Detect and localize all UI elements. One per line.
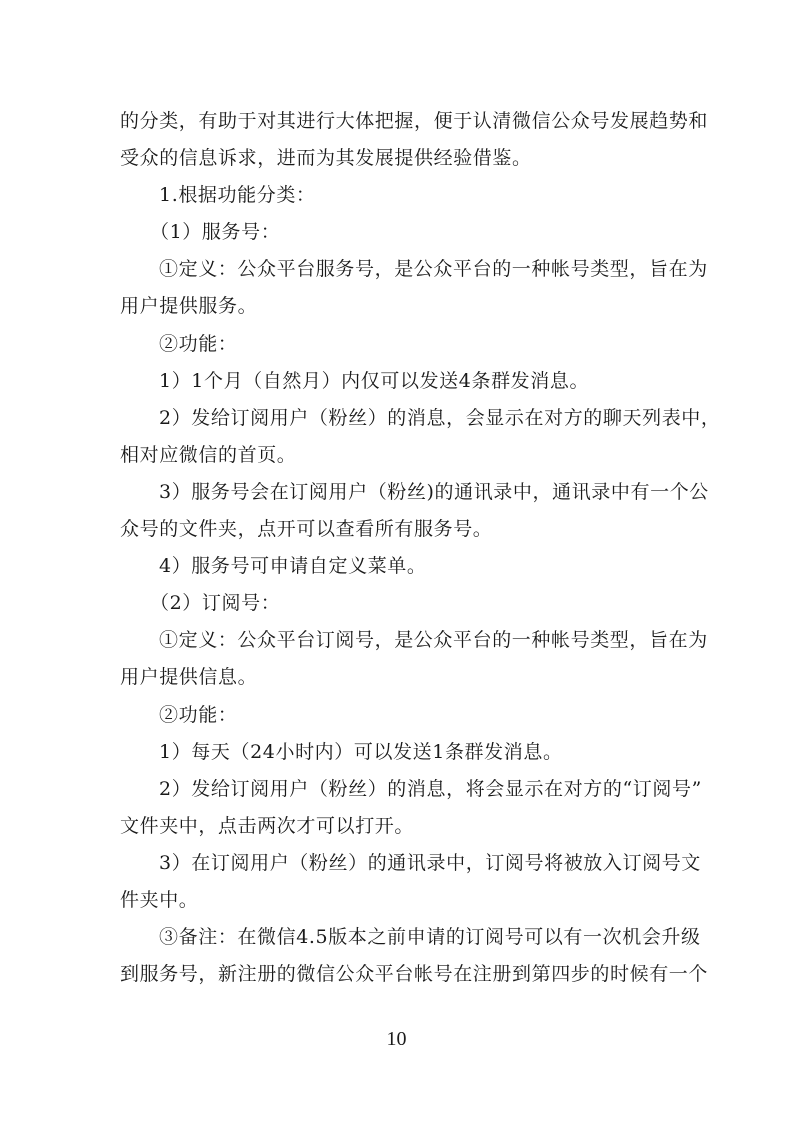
text-line: 用户提供信息。 [120,666,258,689]
text-line: 1）1个月（自然月）内仅可以发送4条群发消息。 [159,369,590,392]
text-line: 受众的信息诉求，进而为其发展提供经验借鉴。 [120,147,532,170]
subsection-heading-subscription-account: （2）订阅号： [150,592,281,615]
text-line: 众号的文件夹，点开可以查看所有服务号。 [120,518,493,541]
document-body [120,103,721,993]
text-line: 3）服务号会在订阅用户（粉丝)的通讯录中，通讯录中有一个公 [159,480,709,503]
text-line: 到服务号，新注册的微信公众平台帐号在注册到第四步的时候有一个 [120,963,709,986]
item-heading-function: ②功能： [159,703,238,726]
text-line: 文件夹中，点击两次才可以打开。 [120,814,415,837]
text-line: 2）发给订阅用户（粉丝）的消息，会显示在对方的聊天列表中， [159,406,721,429]
text-line: 相对应微信的首页。 [120,443,297,466]
text-line: 3）在订阅用户（粉丝）的通讯录中，订阅号将被放入订阅号文 [159,851,701,874]
text-line: 4）服务号可申请自定义菜单。 [159,555,427,578]
text-line: 用户提供服务。 [120,295,258,318]
subsection-heading-service-account: （1）服务号： [150,221,281,244]
text-line: 的分类，有助于对其进行大体把握，便于认清微信公众号发展趋势和 [120,110,709,132]
text-line: 1）每天（24小时内）可以发送1条群发消息。 [159,740,563,763]
page-number: 10 [386,1028,407,1050]
item-heading-function: ②功能： [159,332,238,355]
text-line: ①定义：公众平台订阅号，是公众平台的一种帐号类型，旨在为 [159,629,708,652]
text-line: 件夹中。 [120,888,199,911]
section-heading-function-classification: 1.根据功能分类： [159,184,316,207]
item-heading-note: ③备注：在微信4.5版本之前申请的订阅号可以有一次机会升级 [159,926,701,949]
text-line: ①定义：公众平台服务号，是公众平台的一种帐号类型，旨在为 [159,258,708,281]
text-line: 2）发给订阅用户（粉丝）的消息，将会显示在对方的“订阅号” [159,777,702,800]
